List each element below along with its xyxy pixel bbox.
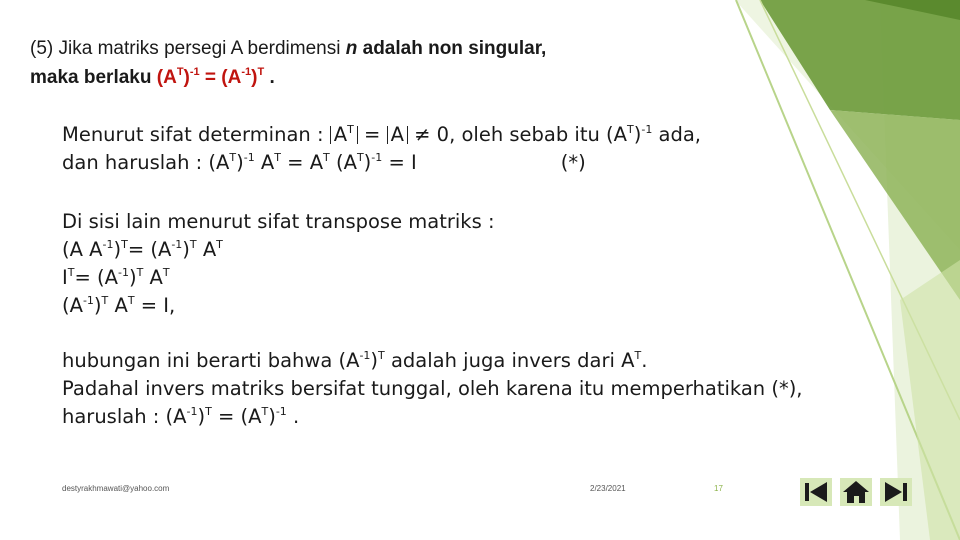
footer-email: destyrakhmawati@yahoo.com [62, 484, 170, 493]
conclusion-line-1: hubungan ini berarti bahwa $(A^{-1})^T$ adalah juga invers dari $A^T$. [62, 349, 648, 372]
home-button[interactable] [840, 478, 872, 506]
conclusion-line-2: Padahal invers matriks bersifat tunggal, oleh karena itu memperhatikan (*), [62, 377, 803, 400]
slide-title [30, 34, 730, 92]
footer-date: 2/23/2021 [590, 484, 626, 493]
title-n: n [345, 38, 358, 59]
transpose-paragraph [62, 208, 822, 320]
equation-marker: (*) [560, 151, 586, 174]
determinant-paragraph [62, 121, 822, 177]
home-icon [840, 478, 872, 506]
title-formula: $(A^T)^{-1} = (A^{-1})^T$ [156, 66, 265, 88]
conclusion-line-3: haruslah : $(A^{-1})^T = (A^T)^{-1}$ . [62, 405, 300, 428]
title-line-2: maka berlaku $(A^T)^{-1} = (A^{-1})^T$ . [30, 66, 275, 88]
first-slide-icon [800, 478, 832, 506]
last-slide-button[interactable] [880, 478, 912, 506]
transpose-eq-3: $(A^{-1})^T$ $A^T = I$, [62, 294, 176, 317]
first-slide-button[interactable] [800, 478, 832, 506]
conclusion-paragraph [62, 347, 822, 431]
last-slide-icon [880, 478, 912, 506]
page-number: 17 [714, 484, 723, 493]
transpose-eq-1: (A $A^{-1})^T= (A^{-1})^T$ $A^T$ [62, 238, 223, 261]
determinant-line-2: dan haruslah : $(A^T)^{-1}$ $A^T = A^T$ $(A^T)^{-1} = I$ (*) [62, 151, 586, 174]
determinant-line-1: Menurut sifat determinan : $A^T = A \ne 0$, oleh sebab itu $(A^T)^{-1}$ ada, [62, 123, 702, 146]
title-line-1: (5) Jika matriks persegi A berdimensi n adalah non singular, [30, 38, 547, 59]
transpose-intro: Di sisi lain menurut sifat transpose matriks : [62, 210, 495, 233]
transpose-eq-2: $I^T= (A^{-1})^T$ $A^T$ [62, 266, 170, 289]
